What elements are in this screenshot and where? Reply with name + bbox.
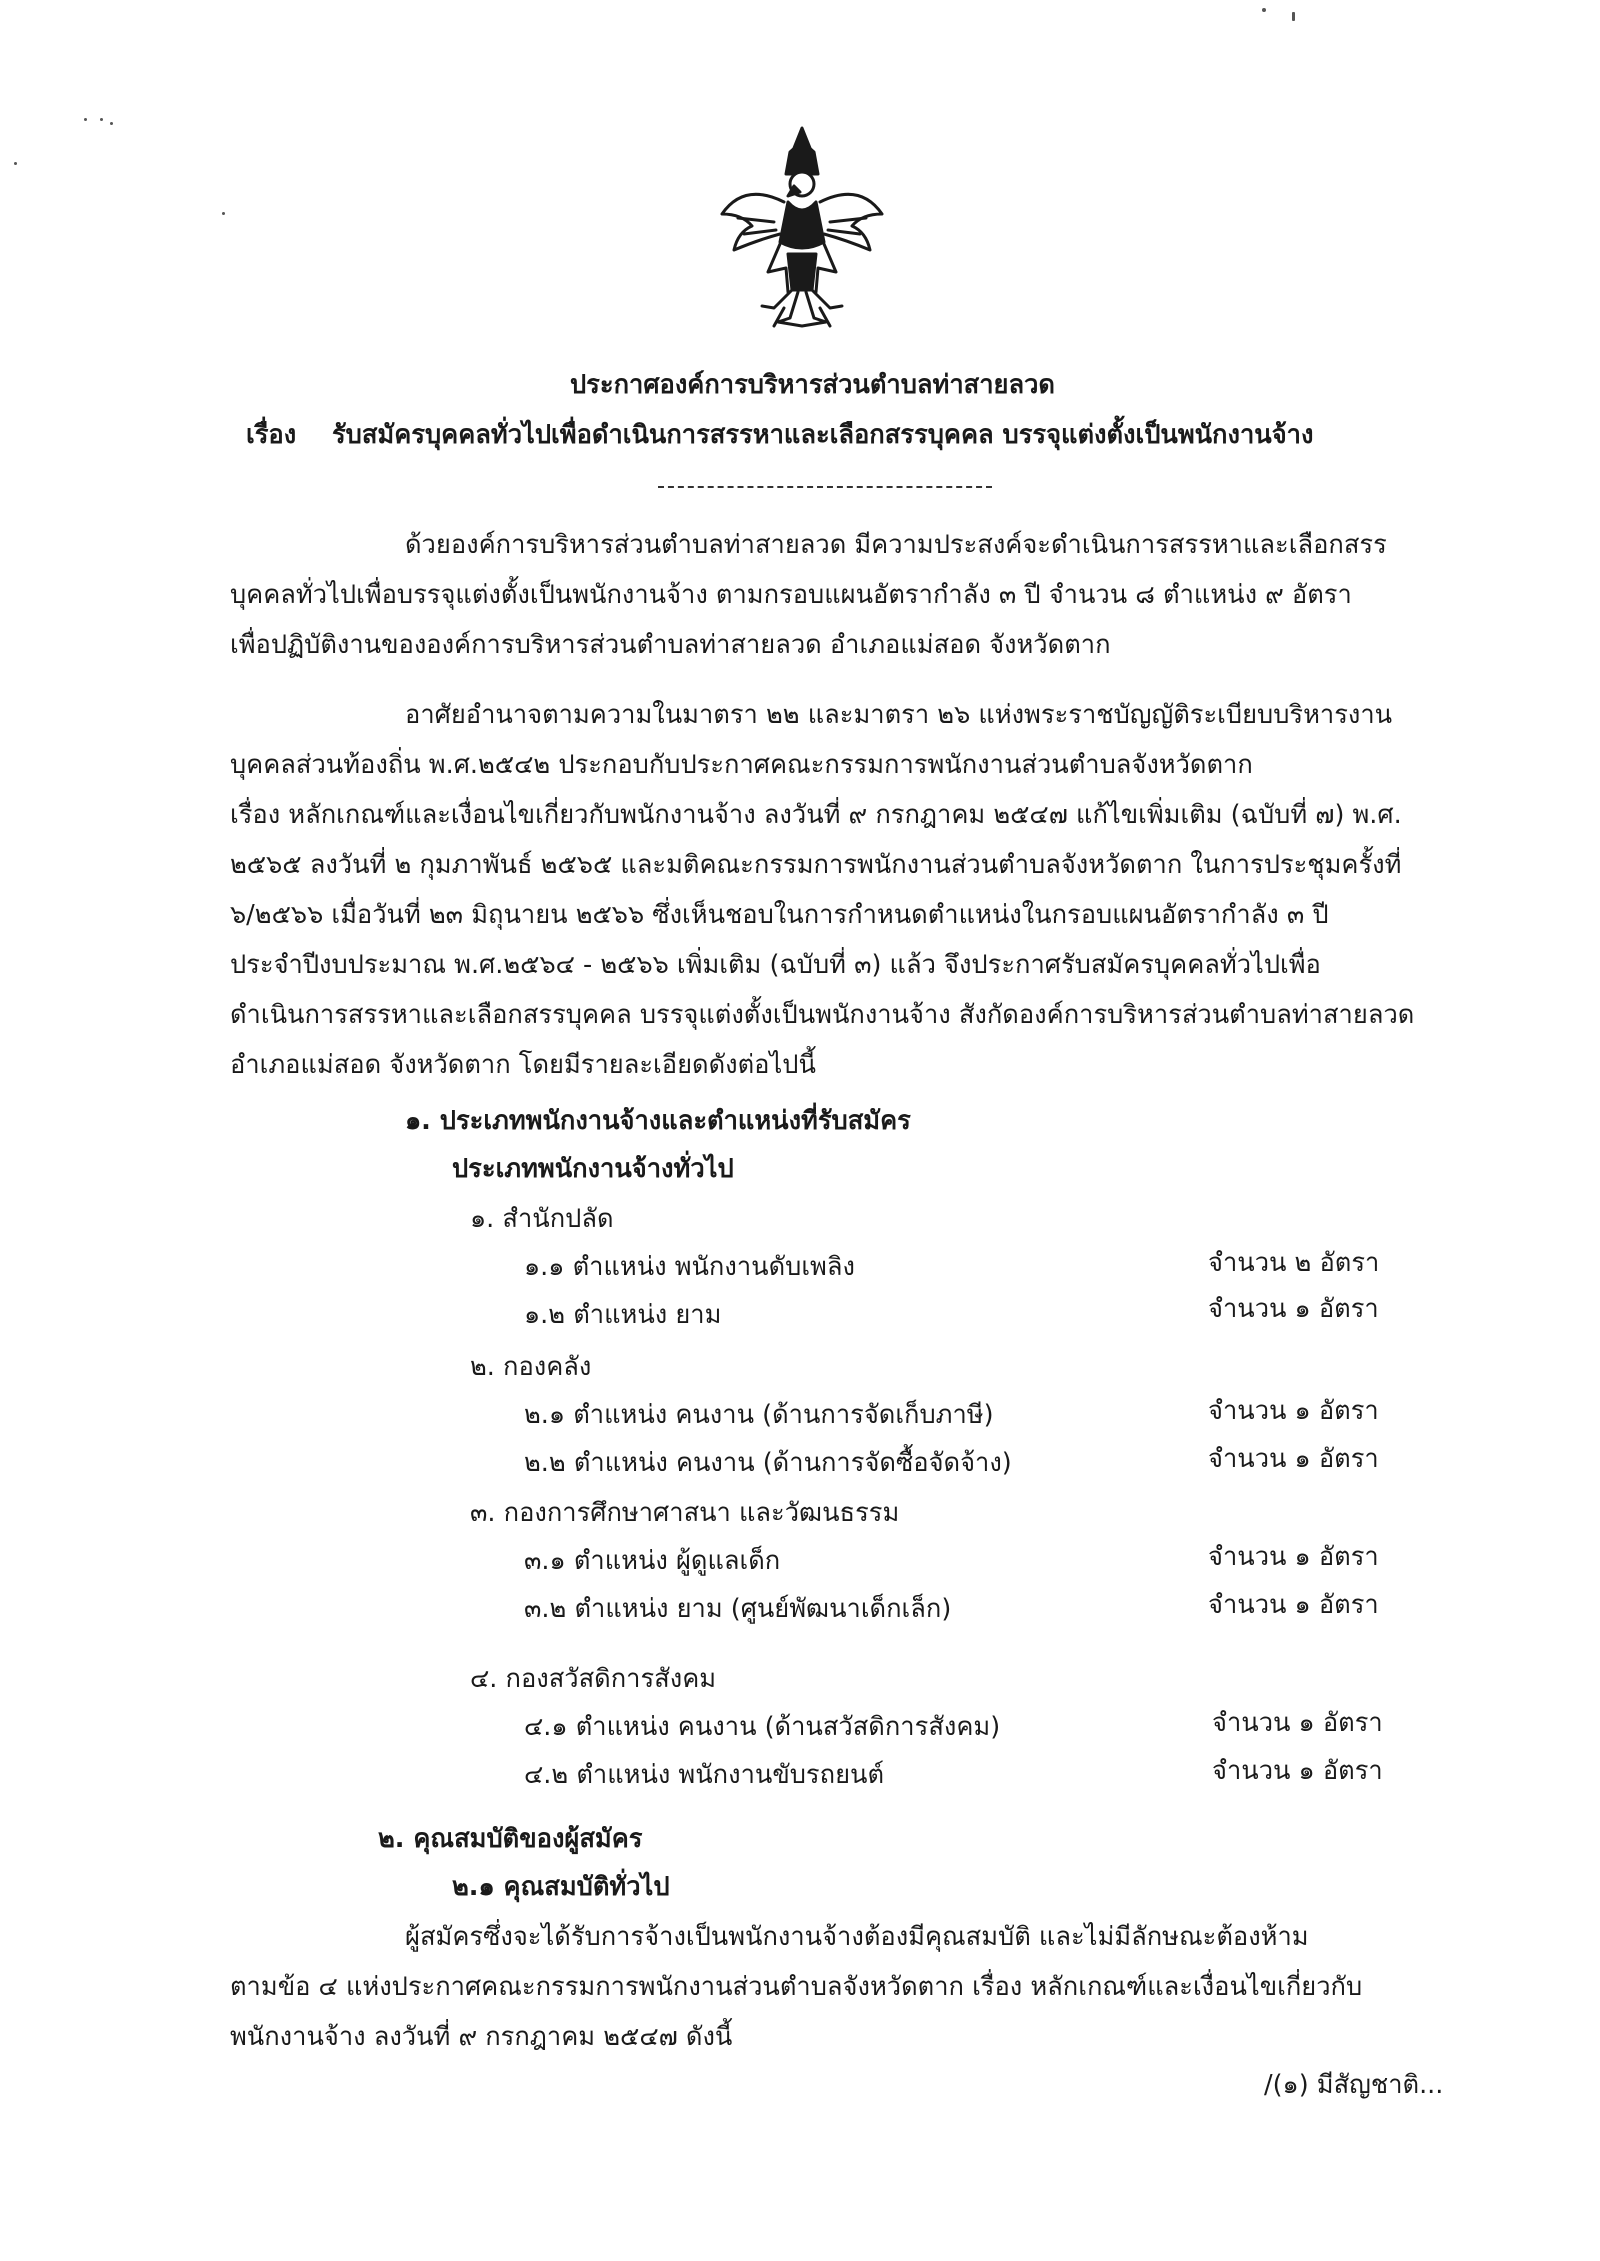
intro-line: บุคคลทั่วไปเพื่อบรรจุแต่งตั้งเป็นพนักงานจ้าง ตามกรอบแผนอัตรากำลัง ๓ ปี จำนวน ๘ ตำแหน่ง ๙ อัตรา (230, 580, 1352, 610)
scan-speck (222, 212, 225, 215)
title-divider (658, 486, 992, 488)
section-2-subheading: ๒.๑ คุณสมบัติทั่วไป (452, 1872, 670, 1902)
position-count: จำนวน ๑ อัตรา (1208, 1294, 1379, 1324)
continuation-marker: /(๑) มีสัญชาติ... (1264, 2070, 1444, 2100)
scan-speck (110, 122, 113, 125)
position-count: จำนวน ๑ อัตรา (1208, 1590, 1379, 1620)
position-name: ๑.๑ ตำแหน่ง พนักงานดับเพลิง (524, 1252, 855, 1282)
position-name: ๑.๒ ตำแหน่ง ยาม (524, 1300, 722, 1330)
section-2-heading: ๒. คุณสมบัติของผู้สมัคร (378, 1824, 643, 1854)
section-1-heading: ๑. ประเภทพนักงานจ้างและตำแหน่งที่รับสมัคร (405, 1106, 911, 1136)
department-title: ๓. กองการศึกษาศาสนา และวัฒนธรรม (470, 1498, 900, 1528)
intro-line: เพื่อปฏิบัติงานขององค์การบริหารส่วนตำบลท่าสายลวด อำเภอแม่สอด จังหวัดตาก (230, 630, 1111, 660)
intro-line: ด้วยองค์การบริหารส่วนตำบลท่าสายลวด มีความประสงค์จะดำเนินการสรรหาและเลือกสรร (405, 530, 1387, 560)
position-name: ๔.๑ ตำแหน่ง คนงาน (ด้านสวัสดิการสังคม) (524, 1712, 1001, 1742)
scan-speck (1292, 12, 1295, 21)
qualification-line: ผู้สมัครซึ่งจะได้รับการจ้างเป็นพนักงานจ้างต้องมีคุณสมบัติ และไม่มีลักษณะต้องห้าม (405, 1922, 1309, 1952)
document-subject (246, 420, 1313, 451)
document-title: ประกาศองค์การบริหารส่วนตำบลท่าสายลวด (570, 370, 1055, 400)
position-name: ๒.๒ ตำแหน่ง คนงาน (ด้านการจัดซื้อจัดจ้าง) (524, 1448, 1012, 1478)
position-count: จำนวน ๒ อัตรา (1208, 1248, 1380, 1278)
position-count: จำนวน ๑ อัตรา (1212, 1708, 1383, 1738)
scan-speck (1262, 8, 1266, 12)
authority-line: ดำเนินการสรรหาและเลือกสรรบุคคล บรรจุแต่งตั้งเป็นพนักงานจ้าง สังกัดองค์การบริหารส่วนตำบลท่าสายลวด (230, 1000, 1415, 1030)
section-1-subheading: ประเภทพนักงานจ้างทั่วไป (452, 1154, 734, 1184)
position-name: ๓.๑ ตำแหน่ง ผู้ดูแลเด็ก (524, 1546, 781, 1576)
scan-speck (100, 118, 103, 121)
scan-speck (14, 162, 17, 165)
scan-speck (84, 118, 87, 121)
subject-text: รับสมัครบุคคลทั่วไปเพื่อดำเนินการสรรหาและเลือกสรรบุคคล บรรจุแต่งตั้งเป็นพนักงานจ้าง (331, 420, 1314, 450)
authority-line: บุคคลส่วนท้องถิ่น พ.ศ.๒๕๔๒ ประกอบกับประกาศคณะกรรมการพนักงานส่วนตำบลจังหวัดตาก (230, 750, 1253, 780)
position-name: ๔.๒ ตำแหน่ง พนักงานขับรถยนต์ (524, 1760, 885, 1790)
position-count: จำนวน ๑ อัตรา (1208, 1444, 1379, 1474)
authority-line: อำเภอแม่สอด จังหวัดตาก โดยมีรายละเอียดดังต่อไปนี้ (230, 1050, 816, 1080)
authority-line: ๖/๒๕๖๖ เมื่อวันที่ ๒๓ มิถุนายน ๒๕๖๖ ซึ่งเห็นชอบในการกำหนดตำแหน่งในกรอบแผนอัตรากำลัง ๓ ปี (230, 900, 1329, 930)
position-name: ๓.๒ ตำแหน่ง ยาม (ศูนย์พัฒนาเด็กเล็ก) (524, 1594, 952, 1624)
qualification-line: ตามข้อ ๔ แห่งประกาศคณะกรรมการพนักงานส่วนตำบลจังหวัดตาก เรื่อง หลักเกณฑ์และเงื่อนไขเกี่ยวกับ (230, 1972, 1363, 2002)
qualification-line: พนักงานจ้าง ลงวันที่ ๙ กรกฎาคม ๒๕๔๗ ดังนี้ (230, 2022, 733, 2052)
authority-line: เรื่อง หลักเกณฑ์และเงื่อนไขเกี่ยวกับพนักงานจ้าง ลงวันที่ ๙ กรกฎาคม ๒๕๔๗ แก้ไขเพิ่มเติม (ฉบับที่ ๗) พ.ศ. (230, 800, 1402, 830)
authority-line: อาศัยอำนาจตามความในมาตรา ๒๒ และมาตรา ๒๖ แห่งพระราชบัญญัติระเบียบบริหารงาน (405, 700, 1393, 730)
position-name: ๒.๑ ตำแหน่ง คนงาน (ด้านการจัดเก็บภาษี) (524, 1400, 994, 1430)
position-count: จำนวน ๑ อัตรา (1212, 1756, 1383, 1786)
subject-label: เรื่อง (246, 420, 297, 450)
garuda-emblem-icon (714, 122, 890, 330)
department-title: ๔. กองสวัสดิการสังคม (470, 1664, 717, 1694)
department-title: ๑. สำนักปลัด (470, 1204, 614, 1234)
position-count: จำนวน ๑ อัตรา (1208, 1542, 1379, 1572)
department-title: ๒. กองคลัง (470, 1352, 592, 1382)
authority-line: ประจำปีงบประมาณ พ.ศ.๒๕๖๔ - ๒๕๖๖ เพิ่มเติม (ฉบับที่ ๓) แล้ว จึงประกาศรับสมัครบุคคลทั่วไปเพื่อ (230, 950, 1321, 980)
authority-line: ๒๕๖๕ ลงวันที่ ๒ กุมภาพันธ์ ๒๕๖๕ และมติคณะกรรมการพนักงานส่วนตำบลจังหวัดตาก ในการประชุมครั้งที่ (230, 850, 1402, 880)
position-count: จำนวน ๑ อัตรา (1208, 1396, 1379, 1426)
